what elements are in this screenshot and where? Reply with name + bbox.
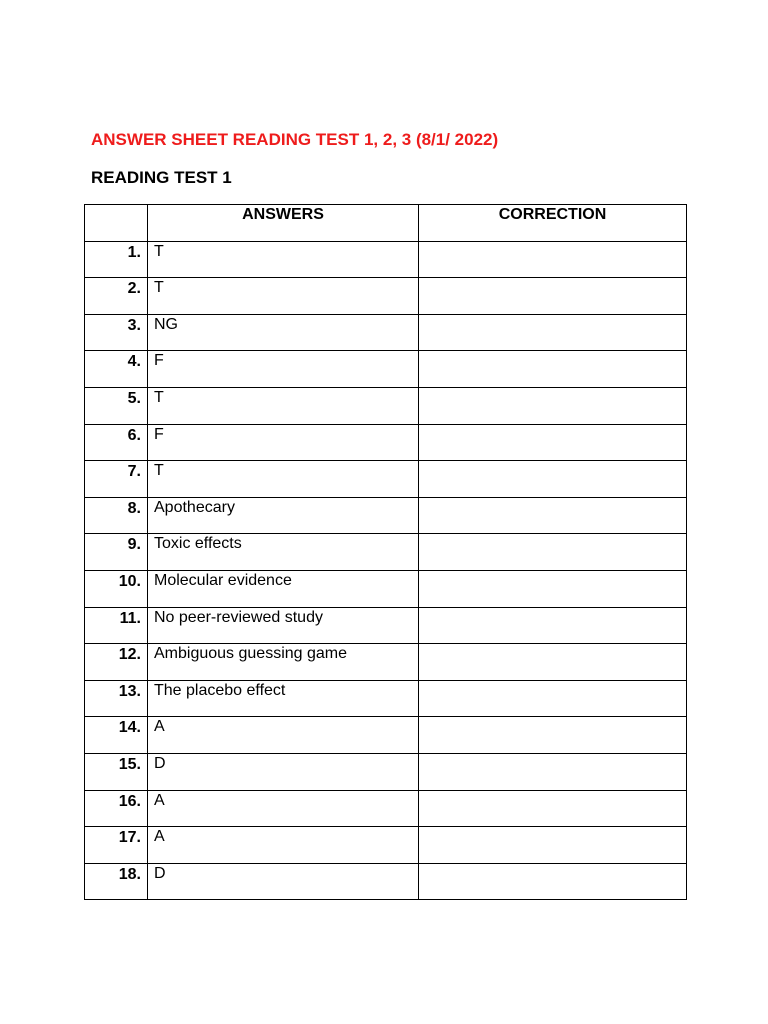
question-number: 7. [85, 461, 148, 498]
answer-cell: Apothecary [148, 497, 419, 534]
question-number: 15. [85, 753, 148, 790]
correction-cell [419, 753, 687, 790]
question-number: 14. [85, 717, 148, 754]
question-number: 16. [85, 790, 148, 827]
table-row [85, 314, 687, 351]
table-row [85, 644, 687, 681]
table-header-row [85, 205, 687, 242]
question-number: 12. [85, 644, 148, 681]
answer-cell: T [148, 461, 419, 498]
table-row [85, 680, 687, 717]
answer-cell: D [148, 863, 419, 900]
answer-cell: D [148, 753, 419, 790]
answer-cell: F [148, 424, 419, 461]
table-row [85, 497, 687, 534]
answer-cell: Toxic effects [148, 534, 419, 571]
correction-cell [419, 278, 687, 315]
table-row [85, 278, 687, 315]
answer-cell: A [148, 790, 419, 827]
correction-cell [419, 717, 687, 754]
document-title: ANSWER SHEET READING TEST 1, 2, 3 (8/1/ 2022) [91, 130, 499, 149]
correction-cell [419, 790, 687, 827]
correction-cell [419, 387, 687, 424]
question-number: 5. [85, 387, 148, 424]
question-number: 2. [85, 278, 148, 315]
correction-cell [419, 351, 687, 388]
correction-cell [419, 570, 687, 607]
answer-cell: A [148, 827, 419, 864]
answer-cell: T [148, 241, 419, 278]
answer-cell: No peer-reviewed study [148, 607, 419, 644]
table-row [85, 607, 687, 644]
answer-cell: Ambiguous guessing game [148, 644, 419, 681]
header-number [85, 205, 148, 242]
correction-cell [419, 534, 687, 571]
question-number: 13. [85, 680, 148, 717]
header-answers: ANSWERS [148, 205, 419, 242]
table-row [85, 790, 687, 827]
table-row [85, 461, 687, 498]
answer-cell: Molecular evidence [148, 570, 419, 607]
table-body [85, 241, 687, 900]
header-correction: CORRECTION [419, 205, 687, 242]
correction-cell [419, 497, 687, 534]
table-row [85, 351, 687, 388]
question-number: 10. [85, 570, 148, 607]
question-number: 6. [85, 424, 148, 461]
answer-cell: F [148, 351, 419, 388]
table-row [85, 387, 687, 424]
section-title: READING TEST 1 [91, 168, 232, 187]
question-number: 9. [85, 534, 148, 571]
question-number: 17. [85, 827, 148, 864]
correction-cell [419, 827, 687, 864]
correction-cell [419, 241, 687, 278]
table-row [85, 534, 687, 571]
table-row [85, 827, 687, 864]
correction-cell [419, 314, 687, 351]
correction-cell [419, 644, 687, 681]
table-row [85, 717, 687, 754]
question-number: 8. [85, 497, 148, 534]
correction-cell [419, 461, 687, 498]
table-row [85, 863, 687, 900]
question-number: 18. [85, 863, 148, 900]
answer-cell: NG [148, 314, 419, 351]
question-number: 4. [85, 351, 148, 388]
question-number: 3. [85, 314, 148, 351]
question-number: 11. [85, 607, 148, 644]
question-number: 1. [85, 241, 148, 278]
table-row [85, 570, 687, 607]
answer-table [84, 204, 687, 900]
correction-cell [419, 607, 687, 644]
correction-cell [419, 424, 687, 461]
table-row [85, 241, 687, 278]
correction-cell [419, 863, 687, 900]
table-row [85, 753, 687, 790]
table-row [85, 424, 687, 461]
answer-cell: A [148, 717, 419, 754]
answer-cell: The placebo effect [148, 680, 419, 717]
correction-cell [419, 680, 687, 717]
answer-cell: T [148, 387, 419, 424]
answer-cell: T [148, 278, 419, 315]
